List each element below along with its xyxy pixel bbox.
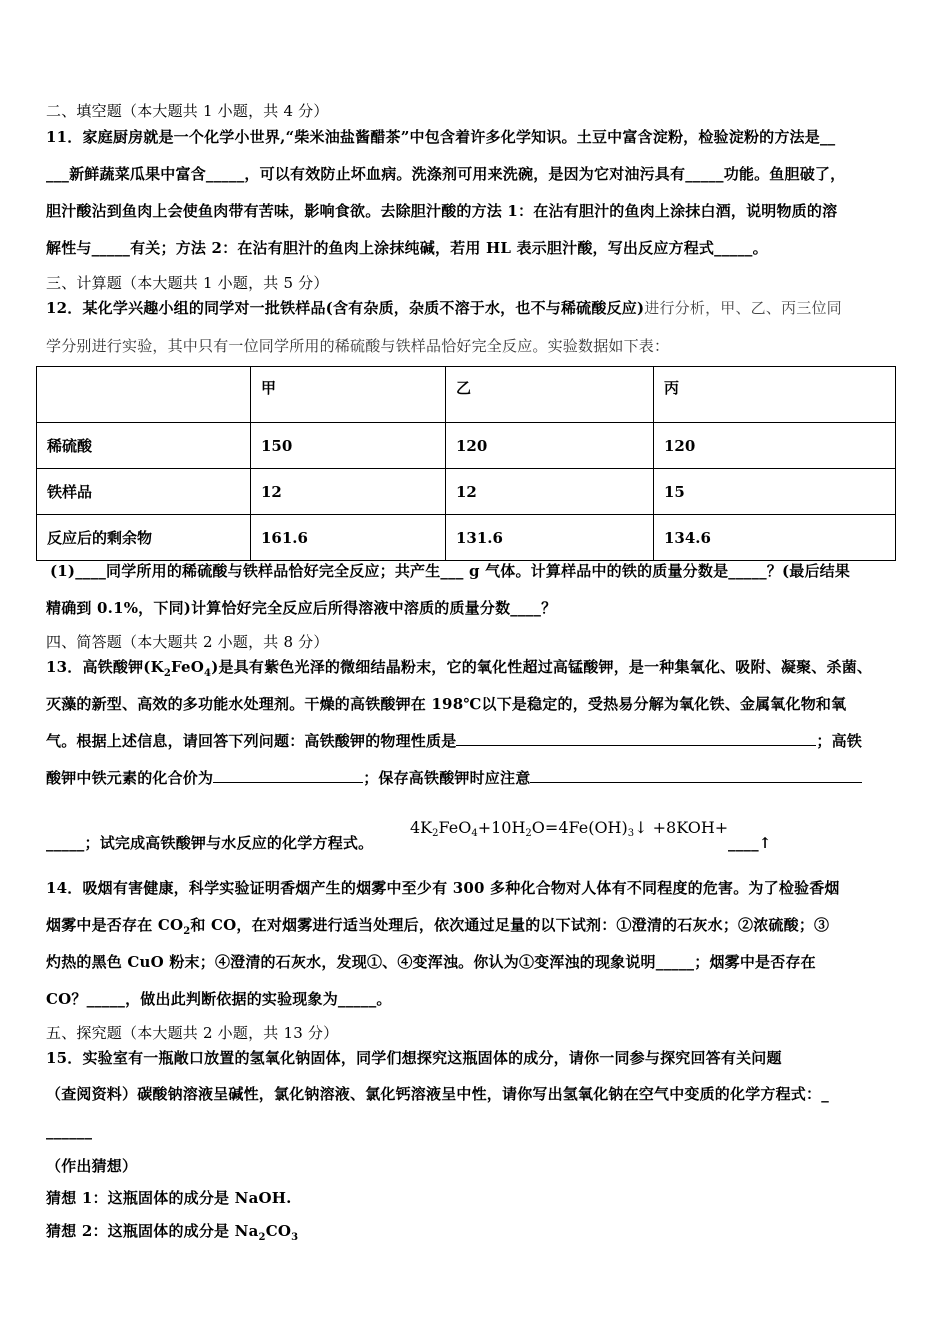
q12-line-1-bold: 12．某化学兴趣小组的同学对一批铁样品(含有杂质，杂质不溶于水，也不与稀硫酸反应) <box>46 299 645 317</box>
answer-blank <box>213 768 363 783</box>
q13-line-1-a: 13．高铁酸钾(K <box>46 658 164 676</box>
q15-line-2: （查阅资料）碳酸钠溶液呈碱性，氯化钠溶液、氯化钙溶液呈中性，请你写出氢氧化钠在空气中变质的化学方程式：_ <box>46 1085 829 1103</box>
q12-subquestion-1: (1)____同学所用的稀硫酸与铁样品恰好完全反应；共产生___ g 气体。计算样品中的铁的质量分数是_____？(最后结果 <box>50 562 851 580</box>
q13-line-3-a: 气。根据上述信息，请回答下列问题：高铁酸钾的物理性质是 <box>46 732 457 750</box>
section-explore-heading: 五、探究题（本大题共 2 小题，共 13 分） <box>46 1024 339 1042</box>
table-cell: 12 <box>446 469 654 515</box>
eq-sub: 4 <box>471 828 478 839</box>
eq-sub: 2 <box>525 828 532 839</box>
q14-line-2-b: 和 CO，在对烟雾进行适当处理后，依次通过足量的以下试剂：①澄清的石灰水；②浓硫酸；③ <box>190 916 830 934</box>
q15-line-3: ______ <box>46 1122 93 1140</box>
q13-line-1 <box>46 656 908 685</box>
q15-line-1: 15．实验室有一瓶敞口放置的氢氧化钠固体，同学们想探究这瓶固体的成分，请你一同参与探究回答有关问题 <box>46 1049 782 1067</box>
table-cell: 12 <box>251 469 446 515</box>
table-header-yi: 乙 <box>446 367 654 423</box>
answer-blank <box>530 768 862 783</box>
eq-sub: 2 <box>432 828 439 839</box>
q15-guess-2-b: CO <box>265 1222 292 1240</box>
experiment-data-table <box>36 366 896 561</box>
q15-guess-1: 猜想 1：这瓶固体的成分是 NaOH. <box>46 1189 292 1207</box>
q13-line-5: _____；试完成高铁酸钾与水反应的化学方程式。 <box>46 834 374 852</box>
table-cell: 120 <box>654 423 896 469</box>
table-cell: 161.6 <box>251 515 446 561</box>
q15-guess-2 <box>46 1220 908 1249</box>
q14-line-2 <box>46 914 908 943</box>
q15-guess-2-a: 猜想 2：这瓶固体的成分是 Na <box>46 1222 259 1240</box>
eq-part: 4K <box>410 818 433 837</box>
q12-line-1-normal: 进行分析，甲、乙、丙三位同 <box>644 299 842 317</box>
eq-sub: 3 <box>627 828 635 839</box>
table-cell: 铁样品 <box>37 469 251 515</box>
q13-sub: 2 <box>163 668 171 679</box>
table-header-row <box>37 367 896 423</box>
q11-line-4: 解性与_____有关；方法 2：在沾有胆汁的鱼肉上涂抹纯碱，若用 HL 表示胆汁酸，写出反应方程式_____。 <box>46 239 768 257</box>
section-calc-heading: 三、计算题（本大题共 1 小题，共 5 分） <box>46 274 329 292</box>
table-header-jia: 甲 <box>251 367 446 423</box>
q11-line-1: 11．家庭厨房就是一个化学小世界,“柴米油盐酱醋茶”中包含着许多化学知识。土豆中富含淀粉，检验淀粉的方法是__ <box>46 128 836 146</box>
q13-line-3-b: ；高铁 <box>816 732 863 750</box>
q13-line-3 <box>46 730 908 752</box>
q13-line-4 <box>46 767 908 789</box>
q12-line-1 <box>46 297 908 319</box>
q13-tail: ____↑ <box>728 834 772 852</box>
table-cell: 131.6 <box>446 515 654 561</box>
table-row <box>37 423 896 469</box>
q15-sub: 3 <box>291 1232 299 1243</box>
q15-line-4: （作出猜想） <box>46 1157 138 1175</box>
eq-part: O=4Fe(OH) <box>531 818 628 837</box>
table-cell: 120 <box>446 423 654 469</box>
table-cell: 15 <box>654 469 896 515</box>
q14-line-1: 14．吸烟有害健康，科学实验证明香烟产生的烟雾中至少有 300 多种化合物对人体有不同程度的危害。为了检验香烟 <box>46 879 840 897</box>
q11-line-3: 胆汁酸沾到鱼肉上会使鱼肉带有苦味，影响食欲。去除胆汁酸的方法 1：在沾有胆汁的鱼肉上涂抹白酒，说明物质的溶 <box>46 202 838 220</box>
q13-line-1-b: FeO <box>170 658 205 676</box>
answer-blank <box>456 731 816 746</box>
chemical-equation <box>410 818 728 839</box>
q12-line-2: 学分别进行实验，其中只有一位同学所用的稀硫酸与铁样品恰好完全反应。实验数据如下表： <box>46 337 670 355</box>
q14-sub: 2 <box>183 926 191 937</box>
q14-line-4: CO？_____，做出此判断依据的实验现象为_____。 <box>46 990 392 1008</box>
table-header-bing: 丙 <box>654 367 896 423</box>
q14-line-2-a: 烟雾中是否存在 CO <box>46 916 184 934</box>
table-cell: 150 <box>251 423 446 469</box>
q13-line-2: 灭藻的新型、高效的多功能水处理剂。干燥的高铁酸钾在 198℃以下是稳定的，受热易分解为氧化铁、金属氧化物和氧 <box>46 695 847 713</box>
section-fill-heading: 二、填空题（本大题共 1 小题，共 4 分） <box>46 102 329 120</box>
q11-line-2: ___新鲜蔬菜瓜果中富含_____，可以有效防止坏血病。洗涤剂可用来洗碗，是因为它对油污具有_____功能。鱼胆破了， <box>46 165 846 183</box>
q13-line-1-c: )是具有紫色光泽的微细结晶粉末，它的氧化性超过高锰酸钾，是一种集氧化、吸附、凝聚、杀菌、 <box>211 658 873 676</box>
table-cell: 稀硫酸 <box>37 423 251 469</box>
q15-sub: 2 <box>258 1232 266 1243</box>
eq-part: +10H <box>477 818 526 837</box>
section-short-heading: 四、简答题（本大题共 2 小题，共 8 分） <box>46 633 329 651</box>
q12-subquestion-2: 精确到 0.1%，下同)计算恰好完全反应后所得溶液中溶质的质量分数____？ <box>46 599 557 617</box>
q13-sub: 4 <box>204 668 212 679</box>
table-cell: 反应后的剩余物 <box>37 515 251 561</box>
q13-line-4-b: ；保存高铁酸钾时应注意 <box>363 769 531 787</box>
q14-line-3: 灼热的黑色 CuO 粉末；④澄清的石灰水，发现①、④变浑浊。你认为①变浑浊的现象说明_____；烟雾中是否存在 <box>46 953 816 971</box>
table-cell <box>37 367 251 423</box>
table-row <box>37 515 896 561</box>
q13-line-4-a: 酸钾中铁元素的化合价为 <box>46 769 214 787</box>
table-row <box>37 469 896 515</box>
eq-part: FeO <box>438 818 472 837</box>
eq-part: ↓ +8KOH+ <box>634 818 729 837</box>
table-cell: 134.6 <box>654 515 896 561</box>
